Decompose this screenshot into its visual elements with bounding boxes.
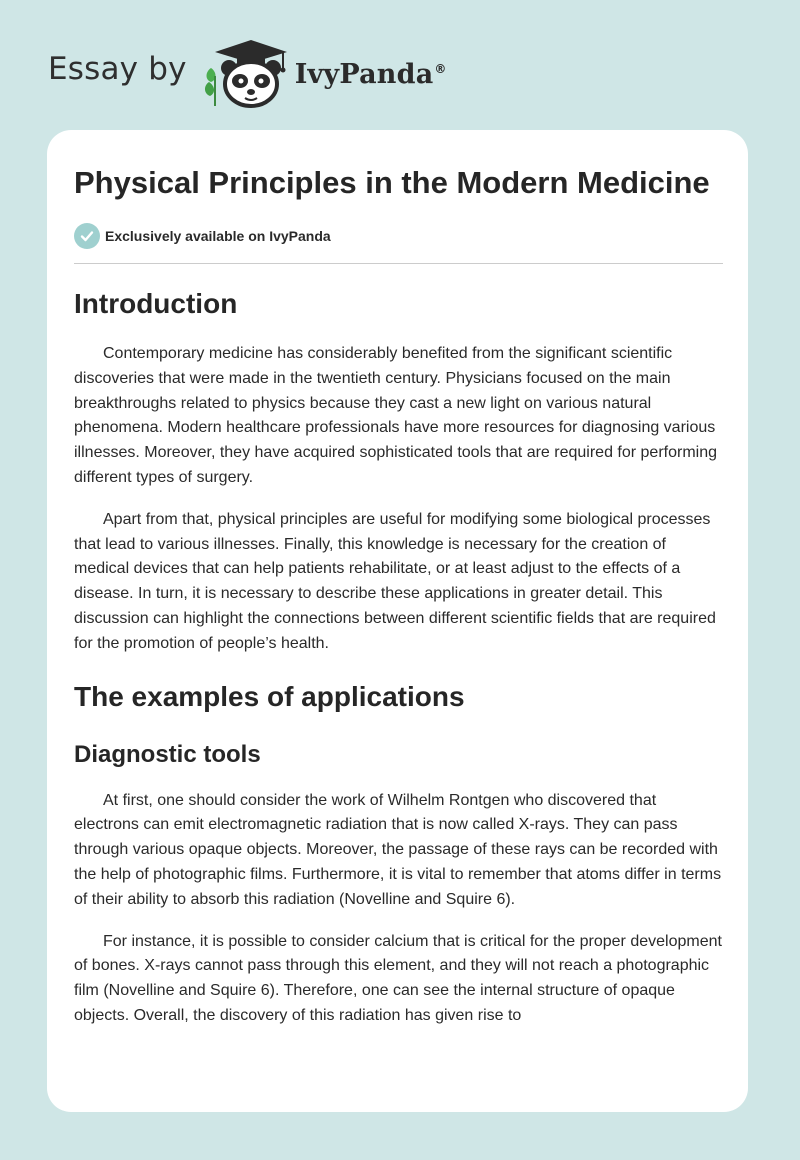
paragraph: Contemporary medicine has considerably benefited from the significant scientific discoveries that were made in the twentieth century. Physicians focused on the main breakthroughs related to physics because they cast a new light on various natural phenomena. Modern healthcare professionals have more resources for diagnosing various illnesses. Moreover, they have acquired sophisticated tools that are required for performing different types of surgery. bbox=[74, 345, 718, 486]
section-heading-diagnostic-tools: Diagnostic tools bbox=[74, 740, 261, 768]
site-header bbox=[48, 36, 447, 110]
exclusive-label: Exclusively available on IvyPanda bbox=[105, 228, 331, 244]
paragraph: Apart from that, physical principles are useful for modifying some biological processes that lead to various illnesses. Finally, this knowledge is necessary for the creation of medical devices that can help patients rehabilitate, or at least adjust to the effects of a disease. In turn, it is necessary to describe these applications in greater detail. This discussion can highlight the connections between different scientific fields that are required for the promotion of people’s health. bbox=[74, 510, 716, 652]
section-heading-introduction: Introduction bbox=[74, 288, 238, 319]
exclusive-badge bbox=[74, 223, 723, 249]
panda-face-icon bbox=[221, 60, 281, 106]
paragraph: For instance, it is possible to consider calcium that is critical for the proper development of bones. X-rays cannot pass through this element, and they will not reach a photographic film (Novelline and Squire 6). Therefore, one can see the internal structure of opaque objects. Overall, the discovery of this radiation has given rise to bbox=[74, 932, 722, 1024]
page-title: Physical Principles in the Modern Medicine bbox=[74, 165, 710, 200]
paragraph: At first, one should consider the work of Wilhelm Rontgen who discovered that electrons can emit electromagnetic radiation that is now called X-rays. They can pass through various opaque objects. Moreover, the passage of these rays can be recorded with the help of photographic films. Furthermore, it is vital to remember that atoms differ in terms of their ability to absorb this radiation (Novelline and Squire 6). bbox=[74, 791, 722, 908]
check-icon bbox=[74, 223, 100, 249]
registered-mark: ® bbox=[434, 61, 447, 76]
section-heading-examples: The examples of applications bbox=[74, 680, 465, 712]
panda-logo-icon[interactable] bbox=[201, 36, 293, 110]
divider bbox=[74, 263, 723, 264]
ivy-leaf-icon bbox=[205, 68, 216, 106]
essay-card bbox=[47, 130, 748, 1112]
essay-by-label: Essay by bbox=[48, 51, 187, 87]
essay-content bbox=[74, 162, 723, 1029]
brand-name-text: IvyPanda bbox=[294, 58, 434, 90]
brand-name[interactable] bbox=[295, 59, 447, 90]
